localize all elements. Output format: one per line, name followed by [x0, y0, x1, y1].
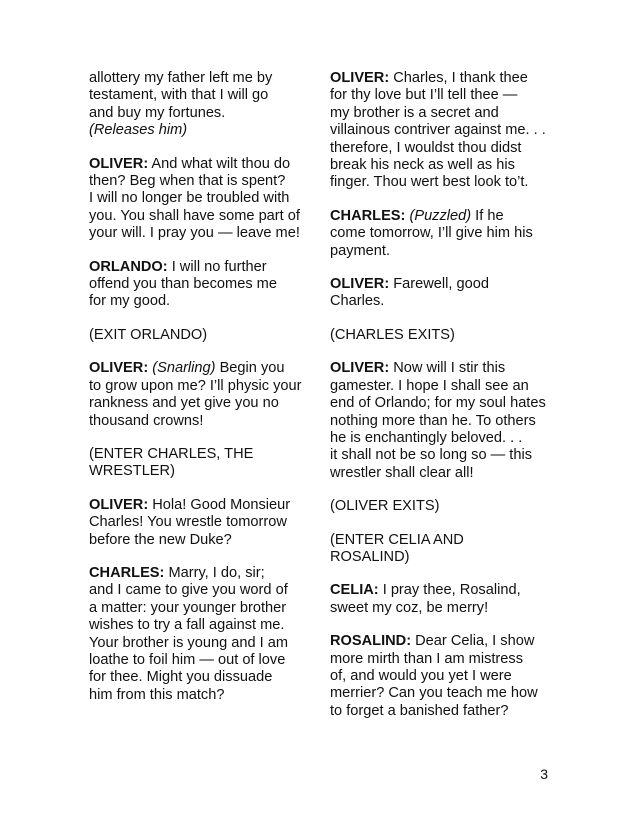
stage-direction: (OLIVER EXITS)	[330, 498, 440, 515]
dialogue-line: therefore, I wouldst thou didst	[330, 139, 522, 156]
dialogue-line: wishes to try a fall against me.	[89, 617, 285, 634]
dialogue-line: nothing more than he. To others	[330, 412, 536, 429]
dialogue-block	[330, 208, 575, 260]
dialogue-line: gamester. I hope I shall see an	[330, 377, 529, 394]
dialogue-line: break his neck as well as his	[330, 157, 515, 174]
stage-direction-block	[330, 498, 575, 515]
dialogue-text: Hola! Good Monsieur	[148, 496, 291, 513]
speaker-name: CHARLES:	[330, 207, 406, 224]
speaker-name: CHARLES:	[89, 564, 165, 581]
dialogue-block	[89, 497, 334, 549]
dialogue-line: wrestler shall clear all!	[330, 464, 474, 481]
dialogue-text: Marry, I do, sir;	[164, 564, 265, 581]
dialogue-line: come tomorrow, I’ll give him his	[330, 225, 533, 242]
dialogue-text: I will no further	[167, 258, 267, 275]
dialogue-line	[89, 565, 334, 582]
dialogue-block	[330, 70, 575, 192]
dialogue-line: loathe to foil him — out of love	[89, 651, 286, 668]
dialogue-text: I pray thee, Rosalind,	[378, 582, 521, 599]
stage-direction: (CHARLES EXITS)	[330, 326, 455, 343]
dialogue-line	[330, 276, 575, 293]
dialogue-line: merrier? Can you teach me how	[330, 685, 538, 702]
speaker-name: OLIVER:	[330, 70, 390, 86]
dialogue-line: and buy my fortunes.	[89, 104, 226, 121]
dialogue-line: then? Beg when that is spent?	[89, 173, 286, 190]
dialogue-block	[330, 582, 575, 617]
right-column	[330, 70, 575, 736]
stage-direction-block	[89, 446, 334, 481]
dialogue-line	[330, 582, 575, 599]
dialogue-line: rankness and yet give you no	[89, 395, 279, 412]
dialogue-line: for my good.	[89, 293, 171, 310]
dialogue-line: to grow upon me? I’ll physic your	[89, 377, 302, 394]
stage-direction: WRESTLER)	[89, 463, 175, 480]
dialogue-line: payment.	[330, 242, 391, 259]
dialogue-line: of, and would you yet I were	[330, 667, 512, 684]
stage-direction: (Puzzled)	[409, 207, 472, 224]
dialogue-line: villainous contriver against me. . .	[330, 122, 546, 139]
dialogue-line: I will no longer be troubled with	[89, 190, 290, 207]
dialogue-line: you. You shall have some part of	[89, 207, 300, 224]
dialogue-line: allottery my father left me by	[89, 70, 273, 86]
page-number: 3	[540, 766, 548, 782]
left-column	[89, 70, 334, 720]
dialogue-block	[330, 276, 575, 311]
dialogue-block	[330, 633, 575, 720]
dialogue-line: for thy love but I’ll tell thee —	[330, 87, 518, 104]
stage-direction: (ENTER CELIA AND	[330, 531, 464, 548]
dialogue-block	[89, 259, 334, 311]
dialogue-line	[330, 360, 575, 377]
speaker-name: OLIVER:	[89, 155, 149, 172]
speaker-name: CELIA:	[330, 582, 379, 599]
dialogue-block	[89, 360, 334, 430]
dialogue-line	[330, 633, 575, 650]
dialogue-block	[330, 360, 575, 482]
dialogue-line: more mirth than I am mistress	[330, 650, 524, 667]
stage-direction: (Releases him)	[89, 122, 188, 139]
dialogue-line: before the new Duke?	[89, 531, 232, 548]
dialogue-line: Charles.	[330, 293, 385, 310]
dialogue-block	[89, 70, 334, 140]
speaker-name: OLIVER:	[330, 360, 390, 377]
dialogue-text: If he	[471, 207, 504, 224]
dialogue-line: sweet my coz, be merry!	[330, 599, 489, 616]
stage-direction-block	[330, 327, 575, 344]
dialogue-line: your will. I pray you — leave me!	[89, 225, 300, 242]
dialogue-block	[89, 156, 334, 243]
dialogue-text: Dear Celia, I show	[411, 633, 535, 650]
dialogue-line	[330, 70, 575, 87]
dialogue-line: Your brother is young and I am	[89, 634, 289, 651]
speaker-name: ROSALIND:	[330, 633, 412, 650]
dialogue-line: end of Orlando; for my soul hates	[330, 395, 546, 412]
dialogue-line: my brother is a secret and	[330, 104, 499, 121]
stage-direction: (ENTER CHARLES, THE	[89, 445, 254, 462]
dialogue-line: offend you than becomes me	[89, 276, 277, 293]
stage-direction: (Snarling)	[152, 360, 216, 377]
dialogue-line: thousand crowns!	[89, 412, 204, 429]
dialogue-line: he is enchantingly beloved. . .	[330, 429, 523, 446]
stage-direction: ROSALIND)	[330, 548, 410, 565]
speaker-name: ORLANDO:	[89, 258, 168, 275]
dialogue-line: for thee. Might you dissuade	[89, 669, 273, 686]
dialogue-text: And what wilt thou do	[148, 155, 291, 172]
stage-direction-block	[330, 532, 575, 567]
stage-direction-block	[89, 327, 334, 344]
dialogue-text: Charles, I thank thee	[389, 70, 528, 86]
dialogue-line: testament, with that I will go	[89, 87, 269, 104]
dialogue-line: to forget a banished father?	[330, 702, 509, 719]
dialogue-line	[89, 259, 334, 276]
dialogue-line: and I came to give you word of	[89, 582, 288, 599]
dialogue-line: a matter: your younger brother	[89, 599, 287, 616]
stage-direction: (EXIT ORLANDO)	[89, 326, 208, 343]
dialogue-line	[89, 156, 334, 173]
dialogue-line	[89, 497, 334, 514]
dialogue-line: it shall not be so long so — this	[330, 447, 532, 464]
dialogue-line	[330, 208, 575, 225]
dialogue-line	[89, 360, 334, 377]
speaker-name: OLIVER:	[89, 360, 149, 377]
dialogue-block	[89, 565, 334, 704]
dialogue-text: Now will I stir this	[389, 360, 506, 377]
dialogue-line: him from this match?	[89, 686, 225, 703]
speaker-name: OLIVER:	[330, 276, 390, 293]
dialogue-line: finger. Thou wert best look to’t.	[330, 174, 529, 191]
dialogue-line: Charles! You wrestle tomorrow	[89, 514, 287, 531]
speaker-name: OLIVER:	[89, 496, 149, 513]
dialogue-text: Begin you	[215, 360, 285, 377]
dialogue-text: Farewell, good	[389, 276, 489, 293]
